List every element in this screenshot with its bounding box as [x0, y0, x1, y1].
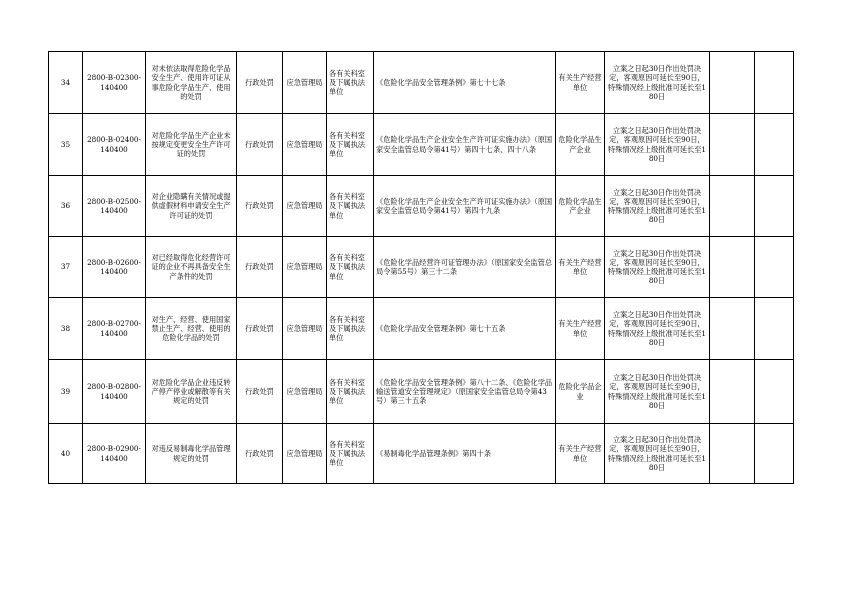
table-row [49, 176, 794, 237]
item-code: 2800-B-02700-140400 [83, 298, 146, 360]
blank-cell [755, 114, 794, 176]
penalty-type: 行政处罚 [237, 52, 283, 114]
legal-basis: 《危险化学品安全管理条例》第七十七条 [374, 52, 556, 114]
blank-cell [755, 360, 794, 424]
table-row [49, 52, 794, 114]
item-name: 对生产、经营、使用国家禁止生产、经营、使用的危险化学品的处罚 [146, 298, 237, 360]
item-code: 2800-B-02600-140400 [83, 237, 146, 298]
penalty-type: 行政处罚 [237, 114, 283, 176]
legal-basis: 《危险化学品生产企业安全生产许可证实施办法》（原国家安全监管总局令第41号）第四十七条、四十八条 [374, 114, 556, 176]
item-name: 对已经取得危化经营许可证的企业不再具备安全生产条件的处罚 [146, 237, 237, 298]
blank-cell [755, 176, 794, 237]
responsible-department: 应急管理局 [283, 298, 327, 360]
table-row [49, 237, 794, 298]
legal-basis: 《危险化学品生产企业安全生产许可证实施办法》（原国家安全监管总局令第41号）第四十九条 [374, 176, 556, 237]
target-object: 危险化学品生产企业 [556, 176, 605, 237]
responsible-department: 应急管理局 [283, 114, 327, 176]
executing-unit: 各有关科室及下属执法单位 [327, 424, 374, 484]
executing-unit: 各有关科室及下属执法单位 [327, 237, 374, 298]
time-limit: 立案之日起30日作出处罚决定，客观原因可延长至90日，特殊情况经上级批准可延长至180日 [605, 114, 710, 176]
blank-cell [710, 114, 755, 176]
row-seq-number: 34 [49, 52, 83, 114]
row-seq-number: 38 [49, 298, 83, 360]
penalty-table [48, 51, 794, 484]
executing-unit: 各有关科室及下属执法单位 [327, 360, 374, 424]
penalty-type: 行政处罚 [237, 424, 283, 484]
table-row [49, 114, 794, 176]
executing-unit: 各有关科室及下属执法单位 [327, 52, 374, 114]
legal-basis: 《易制毒化学品管理条例》第四十条 [374, 424, 556, 484]
legal-basis: 《危险化学品安全管理条例》第七十五条 [374, 298, 556, 360]
blank-cell [755, 424, 794, 484]
row-seq-number: 36 [49, 176, 83, 237]
target-object: 危险化学品生产企业 [556, 114, 605, 176]
table-row [49, 360, 794, 424]
time-limit: 立案之日起30日作出处罚决定，客观原因可延长至90日，特殊情况经上级批准可延长至180日 [605, 424, 710, 484]
blank-cell [755, 52, 794, 114]
target-object: 有关生产经营单位 [556, 237, 605, 298]
blank-cell [710, 237, 755, 298]
item-code: 2800-B-02800-140400 [83, 360, 146, 424]
item-code: 2800-B-02300-140400 [83, 52, 146, 114]
item-code: 2800-B-02500-140400 [83, 176, 146, 237]
item-name: 对危险化学品生产企业未按规定变更安全生产许可证的处罚 [146, 114, 237, 176]
responsible-department: 应急管理局 [283, 52, 327, 114]
blank-cell [710, 424, 755, 484]
item-name: 对违反易制毒化学品管理规定的处罚 [146, 424, 237, 484]
row-seq-number: 37 [49, 237, 83, 298]
blank-cell [755, 298, 794, 360]
responsible-department: 应急管理局 [283, 237, 327, 298]
table-row [49, 298, 794, 360]
item-code: 2800-B-02900-140400 [83, 424, 146, 484]
executing-unit: 各有关科室及下属执法单位 [327, 298, 374, 360]
time-limit: 立案之日起30日作出处罚决定，客观原因可延长至90日，特殊情况经上级批准可延长至180日 [605, 176, 710, 237]
target-object: 有关生产经营单位 [556, 298, 605, 360]
table-row [49, 424, 794, 484]
responsible-department: 应急管理局 [283, 360, 327, 424]
time-limit: 立案之日起30日作出处罚决定，客观原因可延长至90日，特殊情况经上级批准可延长至180日 [605, 360, 710, 424]
item-name: 对未依法取得危险化学品安全生产、使用许可证从事危险化学品生产、使用的处罚 [146, 52, 237, 114]
responsible-department: 应急管理局 [283, 176, 327, 237]
blank-cell [710, 360, 755, 424]
blank-cell [710, 298, 755, 360]
row-seq-number: 39 [49, 360, 83, 424]
penalty-type: 行政处罚 [237, 298, 283, 360]
legal-basis: 《危险化学品经营许可证管理办法》（原国家安全监管总局令第55号）第三十二条 [374, 237, 556, 298]
penalty-type: 行政处罚 [237, 360, 283, 424]
table-body [49, 52, 794, 484]
time-limit: 立案之日起30日作出处罚决定，客观原因可延长至90日，特殊情况经上级批准可延长至180日 [605, 52, 710, 114]
time-limit: 立案之日起30日作出处罚决定，客观原因可延长至90日，特殊情况经上级批准可延长至180日 [605, 298, 710, 360]
legal-basis: 《危险化学品安全管理条例》第八十二条、《危险化学品输送管道安全管理规定》（原国家安全监管总局令第43号）第三十五条 [374, 360, 556, 424]
target-object: 有关生产经营单位 [556, 424, 605, 484]
blank-cell [755, 237, 794, 298]
row-seq-number: 40 [49, 424, 83, 484]
blank-cell [710, 176, 755, 237]
item-code: 2800-B-02400-140400 [83, 114, 146, 176]
time-limit: 立案之日起30日作出处罚决定，客观原因可延长至90日，特殊情况经上级批准可延长至180日 [605, 237, 710, 298]
item-name: 对危险化学品企业违反转产停产停业或解散等有关规定的处罚 [146, 360, 237, 424]
penalty-type: 行政处罚 [237, 237, 283, 298]
executing-unit: 各有关科室及下属执法单位 [327, 114, 374, 176]
executing-unit: 各有关科室及下属执法单位 [327, 176, 374, 237]
penalty-type: 行政处罚 [237, 176, 283, 237]
item-name: 对企业隐瞒有关情况或提供虚假材料申请安全生产许可证的处罚 [146, 176, 237, 237]
target-object: 有关生产经营单位 [556, 52, 605, 114]
blank-cell [710, 52, 755, 114]
responsible-department: 应急管理局 [283, 424, 327, 484]
target-object: 危险化学品企业 [556, 360, 605, 424]
row-seq-number: 35 [49, 114, 83, 176]
